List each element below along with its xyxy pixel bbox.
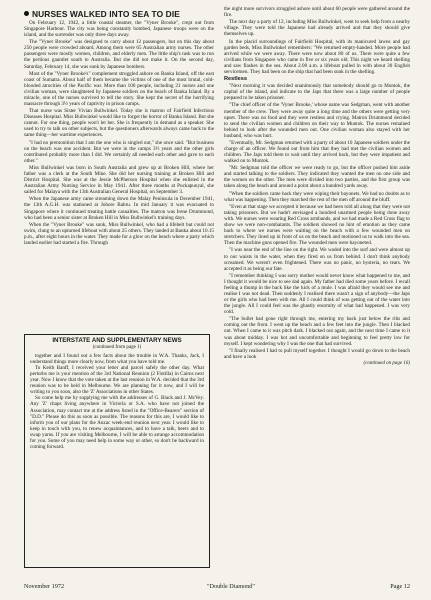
- paragraph: "I finally realised I had to pull myself together. I thought I would go down to the beach and have a look: [224, 347, 410, 360]
- box-title: INTERSTATE AND SUPPLEMENTARY NEWS: [52, 337, 182, 344]
- paragraph: "When the soldiers came back they were wiping their bayonets. We had no doubts as to what was happening. Then they marched the rest of the men off around the bluff.: [224, 190, 410, 203]
- paragraph: In the placid surroundings of Fairfield Hospital, with its manicured lawns and gay garden beds, Miss Bullwinkel remembers: "We returned empty-handed. More people had arrived while we were away. There were now about 80 of us. There were quite a few civilians from Singapore who came in five or six years old. This night we heard shelling and saw flashes in the sea. About 2.00 a.m. a lifeboat pulled in with about 30 English servicemen. They had been on the ship that had been sunk in the shelling.: [224, 38, 410, 75]
- footer-page-number: Page 12: [390, 583, 410, 590]
- paragraph: On February 12, 1942, a little coastal steamer, the "Vyner Brooke", crept out from Singapore Harbour. The city was being constantly bombed, Japanese troops were on the island, and the surrender was only three days away.: [24, 20, 214, 39]
- paragraph: "Mr. Sedgman told the officer we were ready to go, but the officer pushed him aside and started talking to the soldiers. They indicated they wanted the men on one side and the women on the other. The men were divided into two parties, and the first group was taken along the beach and around a point about a hundred yards away.: [224, 165, 410, 190]
- paragraph: When the Japanese army came streaming down the Malay Peninsula in December 1941, the 13th A.G.H. was stationed at Johore Bahru. In mid January it was evacuated to Singapore where it continued treating battle casualties. The matron was Irene Drummond, who had been a senior sister at Broken Hill in Miss Bullwinkel's training days.: [24, 196, 214, 221]
- paragraph: "Even at that stage we accepted it because we had been told all along that they were not taking prisoners. But we hadn't envisaged a hundred unarmed people being done away with. We nurses were wearing Red Cross armbands, and we had made a Red Cross flag to show we were non-combatants. The soldiers showed no hint of emotion as they came back to where we nurses were waiting on the beach with a few wounded men on stretchers. They lined up in front of us on the beach and motioned us to walk into the sea. Then the machine guns opened fire. The wounded men were bayoneted.: [224, 203, 410, 247]
- paragraph: "The chief officer of the 'Vyner Brooke,' whose name was Sedgman, went with another member of the crew. They were away quite a long time and the others were getting very upset. There was no food and they were restless and crying. Matron Drummond decided to send the civilian women and children on their way to Muntok. The nurses remained behind to look after the wounded men out. One civilian woman also stayed with her husband, who was hurt.: [224, 102, 410, 139]
- paragraph: Miss Bullwinkel was born in South Australia and grew up at Broken Hill, where her father was a clerk at the South Mine. She did her nursing training at Broken Hill and District Hospital. She was at the Jessie McPherson Hospital when she enlisted in the Australian Army Nursing Service in May 1941. After three months at Puckapunyal, she sailed for Malaya with the 13th Australian General Hospital, on September 3.: [24, 165, 214, 196]
- paragraph: "I had no premonition that I am the one who is singled out," she once said. "But business on the beach was one accident. But we were in the camps 3½ years and the other girls contributed probably more than I did. We certainly all needed each other and gave to each other.": [24, 139, 214, 164]
- box-paragraphs: [30, 353, 204, 450]
- paragraph: "Next morning it was decided unanimously that somebody should go to Muntok, the capital of the island, and indicate to the Japs that there was a large number of people prepared to be taken prisoner.: [224, 83, 410, 102]
- article-title: NURSES WALKED INTO SEA TO DIE: [32, 9, 180, 19]
- bullet-icon: [24, 11, 29, 16]
- paragraph: The "Vyner Brooke" was designed to carry about 12 passengers, but on this day about 250 people were crowded aboard. Among them were 65 Australian army nurses. The other passengers were mostly women, children, and elderly men. The little ship's task was to run the perilous gauntlet south to Australia. But she did not make it. On the second day, Saturday, February 14, she was sunk by Japanese bombers.: [24, 39, 214, 70]
- paragraph: "The bullet had gone right through me, entering my back just below the ribs and coming out the front. I went up the beach and a few feet into the jungle. Then I blacked out. When I came to it was pitch dark. I blacked out again, and the next time I came to it was about midday. I was hot and uncomfortable and beginning to feel pretty low for myself. I kept wondering why I was the one that had survived.: [224, 316, 410, 347]
- paragraph: When the "Vyner Brooke" was sunk, Miss Bullwinkel, who had a lifebelt but could not swim, clung to an upturned lifeboat with about 25 others. They landed at Banka about 10.15 p.m., after eight hours in the water. They made for a glow on the beach where a party which landed earlier had started a fire. Through: [24, 221, 214, 246]
- paragraph: the night more survivors struggled ashore until about 60 people were gathered around the fire.: [224, 6, 410, 19]
- article-headline: [24, 10, 214, 19]
- paragraph: The next day a party of 12, including Miss Bullwinkel, went to seek help from a nearby village. They were told the Japanese had already arrived and that they should give themselves up.: [224, 19, 410, 38]
- paragraph: So come help me by supplying me with the addresses of G. Black and J. McVey. Any 'Z' chaps living anywhere in Victoria or S.A. who have not joined the Association, may contact me at the address listed in the "Office-Bearers" section of "D.D." Please do this as soon as possible. The reasons for this are, I would like to inform you of our plans for the Anzac week-end reunion next year. I would like to keep in touch with you, to renew acquaintances, and to have a talk, beers and to swap yarns. If you are visiting Melbourne, I will be able to arrange accommodation for you. Some of you may need help in some way or other, so don't be backward in coming forward.: [30, 395, 204, 450]
- paragraph: "I was near the end of the line on the right. We waded into the surf and were almost up to our waists in the water, when they fired on us from behind. I don't think anybody screamed. We weren't even frightened. There was no panic, no hysteria, no tears. We accepted it as being our fate.: [224, 247, 410, 272]
- paragraph: To Keith Banff, I received your letter and parcel safely the other day. What perturbs me is your mention of the 3rd National Reunion (2 Flotilla) in Cairns next year. Now I know that the vote taken at the last reunion in W.A. decided that the 3rd reunion was to be held in Melbourne. We are planning for it now, and I will be writing to you soon, also the 'Z' Associations in other States.: [30, 365, 204, 396]
- interstate-news-box: [24, 334, 210, 568]
- article-right-top-paragraphs: [224, 6, 410, 75]
- box-continued-from: (continued from page 1): [92, 345, 142, 351]
- footer-publication: "Double Diamond": [207, 583, 255, 590]
- article-left-paragraphs: [24, 20, 214, 246]
- paragraph: "I remember thinking I was sorry mother would never know what happened to me, and I thought it would be nice to see dad again. My father had died some years before. I recall feeling a thump in the back like the kick of a mule. I was afraid they would see me and realise I was not dead. Then suddenly I realised there wasn't a sign of anybody—the Japs or the girls who had been with me. All I could think of was getting out of the water into the jungle. All I could feel was the ghastly enormity of what had happened. I was very cold.: [224, 272, 410, 316]
- paragraph: "Eventually, Mr. Sedgman returned with a party of about 10 Japanese soldiers under the charge of an officer. We found out from him that they had met the civilian women and children. The Japs told them to wait until they arrived back, but they were impatient and walked on to Muntok.: [224, 139, 410, 165]
- article-subhead: Restless: [224, 76, 248, 83]
- footer-date: November 1972: [24, 583, 65, 590]
- article-right-column: [224, 6, 410, 367]
- article-right-bottom-paragraphs: [224, 83, 410, 360]
- paragraph: That nurse was Sister Vivian Bullwinkel. Today she is matron of Fairfield Infectious Diseases Hospital. Miss Bullwinkel would like to forget the horror of Banka Island. But she cannot. For one thing, people won't let her. She is frequently in demand as a speaker. She used to try to talk on other subjects, but the questioners afterwards always came back to the same thing—her wartime experiences.: [24, 108, 214, 139]
- paragraph: together and I found out a few facts about the trouble in W.A. Thanks, Jack, I understand things more clearly now, from what you have told me.: [30, 353, 204, 366]
- article-left-column: [24, 10, 214, 247]
- paragraph: Most of the "Vyner Brooke's" complement struggled ashore on Banka Island, off the east coast of Sumatra. About half of them became the victims of one of the most brutal, cold-blooded atrocities of the Pacific war. More than 100 people, including 21 nurses and one civilian woman, were slaughtered by Japanese soldiers on the beach of Banka Island. By a miracle, one of the nurses survived to tell the story. She kept the secret of the horrifying massacre through 3½ years of captivity in prison camps.: [24, 70, 214, 107]
- continued-note: (continued on page 16): [363, 361, 410, 367]
